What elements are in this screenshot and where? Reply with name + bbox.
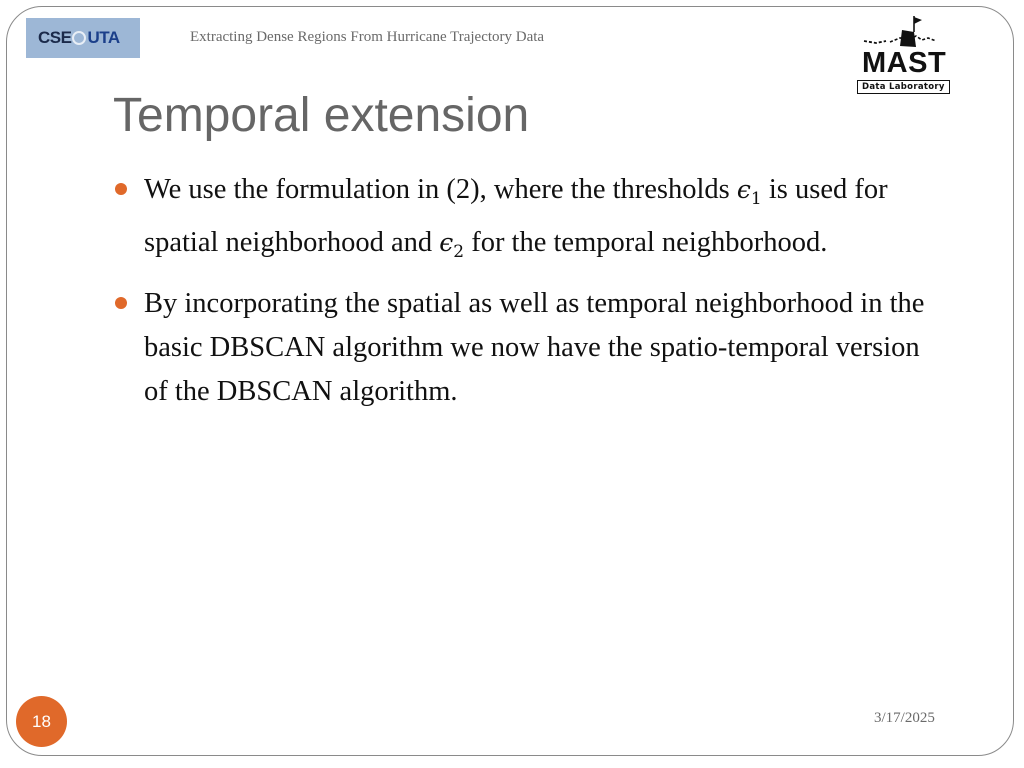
mast-logo-word: MAST bbox=[862, 47, 947, 79]
epsilon-subscript: 2 bbox=[453, 242, 465, 262]
bullet-text: is used for spatial neighborhood and bbox=[144, 174, 888, 258]
logo-text-uta: UTA bbox=[87, 28, 120, 47]
bullet-text: By incorporating the spatial as well as temporal neighborhood in the basic DBSCAN algorithm we now have the spatio-temporal version of the DBSCAN algorithm. bbox=[144, 288, 925, 407]
mast-logo-subtitle: Data Laboratory bbox=[857, 80, 950, 94]
cse-uta-logo bbox=[26, 18, 140, 58]
epsilon-symbol: ϵ bbox=[736, 175, 751, 204]
bullet-text: for the temporal neighborhood. bbox=[464, 227, 828, 258]
slide-date: 3/17/2025 bbox=[874, 710, 935, 726]
bullet-text: We use the formulation in (2), where the thresholds bbox=[144, 174, 737, 205]
list-item bbox=[112, 282, 942, 414]
epsilon-2-symbol bbox=[439, 228, 465, 262]
bullet-list bbox=[112, 168, 942, 422]
logo-at-icon bbox=[72, 31, 86, 45]
mast-data-laboratory-logo bbox=[856, 14, 952, 96]
list-item bbox=[112, 168, 942, 274]
bullet-icon bbox=[115, 183, 127, 195]
epsilon-symbol: ϵ bbox=[439, 228, 454, 257]
header-title: Extracting Dense Regions From Hurricane Trajectory Data bbox=[190, 29, 545, 45]
page-title: Temporal extension bbox=[113, 89, 530, 142]
epsilon-1-symbol bbox=[736, 175, 762, 209]
bullet-icon bbox=[115, 297, 127, 309]
epsilon-subscript: 1 bbox=[750, 189, 762, 209]
logo-text-cse: CSE bbox=[38, 28, 72, 47]
page-number-badge: 18 bbox=[16, 696, 67, 747]
